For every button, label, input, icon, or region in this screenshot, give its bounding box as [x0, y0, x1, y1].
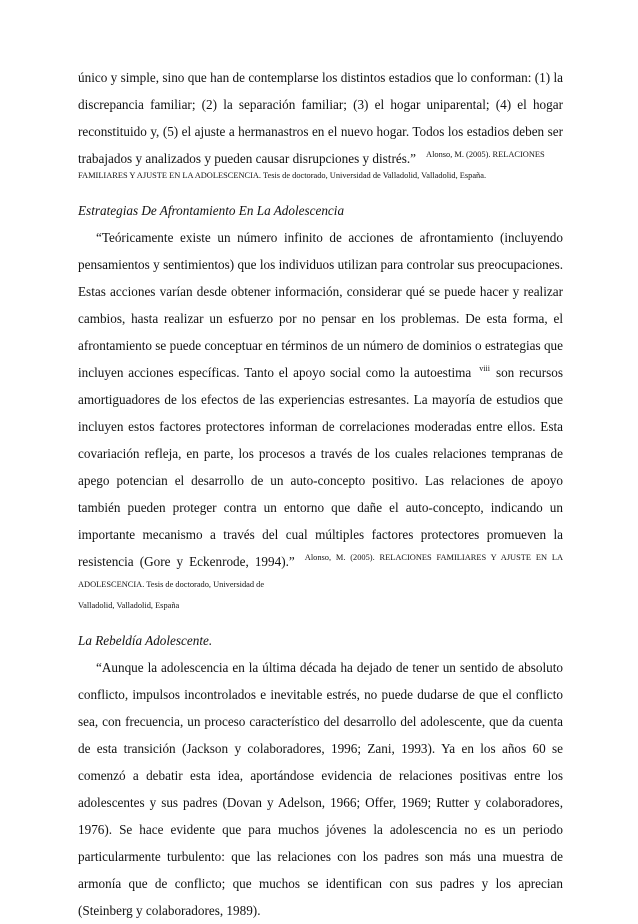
footnote-reference: Alonso, M. (2005). RELACIONES: [426, 150, 545, 159]
paragraph-coping-strategies: [78, 224, 563, 602]
paragraph-text: único y simple, sino que han de contemplarse los distintos estadios que lo conforman: (1) la discrepancia familiar; (2) la separación familiar; (3) el hogar uniparental; (4) el hogar reconstituido y, (5) el ajuste a hermanastros en el nuevo hogar. Todos los estadios deben ser trabajados y analizados y pueden causar disrupciones y distrés.”: [78, 70, 563, 166]
endnote-marker: viii: [479, 364, 490, 373]
footnote-reference-continued: FAMILIARES Y AJUSTE EN LA ADOLESCENCIA. Tesis de doctorado, Universidad de Valladolid, Valladolid, España.: [78, 171, 487, 180]
footnote-reference: Alonso, M. (2005). RELACIONES FAMILIARES Y AJUSTE EN LA ADOLESCENCIA. Tesis de doctorado, Universidad de: [78, 553, 563, 589]
paragraph-text: “Teóricamente existe un número infinito de acciones de afrontamiento (incluyendo pensamientos y sentimientos) que los individuos utilizan para controlar sus preocupaciones. Estas acciones varían desde obtener información, considerar qué se puede hacer y realizar cambios, hasta realizar un esfuerzo por no pensar en los problemas. De esta forma, el afrontamiento se puede conceptuar en términos de un número de dominios o estrategias que incluyen acciones específicas. Tanto el apoyo social como la autoestima: [78, 230, 563, 380]
paragraph-family-stages: [78, 64, 563, 172]
section-heading-adolescent-rebellion: La Rebeldía Adolescente.: [78, 633, 213, 648]
document-page: [78, 64, 563, 924]
paragraph-adolescent-rebellion: “Aunque la adolescencia en la última década ha dejado de tener un sentido de absoluto conflicto, impulsos incontrolados e inevitable estrés, no puede dudarse de que el conflicto sea, con frecuencia, un proceso característico del desarrollo del adolescente, que da cuenta de esta transición (Jackson y colaboradores, 1996; Zani, 1993). Ya en los años 60 se comenzó a debatir esta idea, aportándose evidencia de relaciones positivas entre los adolescentes y sus padres (Dovan y Adelson, 1966; Offer, 1969; Rutter y colaboradores, 1976). Se hace evidente que para muchos jóvenes la adolescencia no es un periodo particularmente turbulento: que las relaciones con los padres son más una muestra de armonía que de conflicto; que muchos se identifican con sus padres y los aprecian (Steinberg y colaboradores, 1989).: [78, 660, 563, 918]
section-heading-coping-strategies: Estrategias De Afrontamiento En La Adolescencia: [78, 203, 345, 218]
footnote-reference-continued: Valladolid, Valladolid, España: [78, 601, 180, 610]
paragraph-text-continued: son recursos amortiguadores de los efectos de las experiencias estresantes. La mayoría de estudios que incluyen estos factores protectores informan de correlaciones moderadas entre ellos. Esta covariación refleja, en parte, los procesos a través de los cuales relaciones tempranas de apego potencian el desarrollo de un auto-concepto positivo. Las relaciones de apoyo también pueden proteger contra un entorno que dañe el auto-concepto, indicando un importante mecanismo a través del cual múltiples factores protectores promueven la resistencia (Gore y Eckenrode, 1994).”: [78, 365, 564, 569]
